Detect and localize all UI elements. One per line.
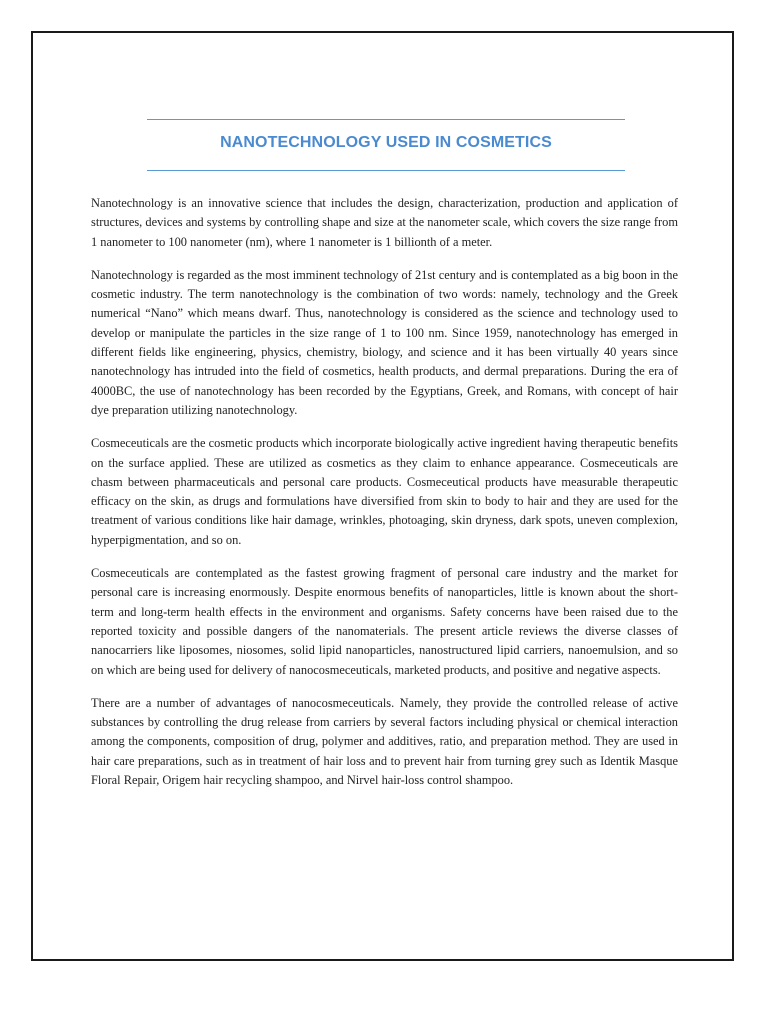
- paragraph-5: There are a number of advantages of nanocosmeceuticals. Namely, they provide the controlled release of active substances by controlling the drug release from carriers by several factors including physical or chemical interaction among the components, composition of drug, polymer and additives, ratio, and preparation method. They are used in hair care preparations, such as in treatment of hair loss and to prevent hair from turning grey such as Identik Masque Floral Repair, Origem hair recycling shampoo, and Nirvel hair-loss control shampoo.: [91, 695, 678, 788]
- title-bottom-rule: [147, 170, 625, 171]
- paragraph-4: Cosmeceuticals are contemplated as the fastest growing fragment of personal care industry and the market for personal care is increasing enormously. Despite enormous benefits of nanoparticles, little is known about the short-term and long-term health effects in the environment and organisms. Safety concerns have been raised due to the reported toxicity and possible dangers of the nanomaterials. The present article reviews the diverse classes of nanocarriers like liposomes, niosomes, solid lipid nanoparticles, nanostructured lipid carriers, nanoemulsion, and so on which are being used for delivery of nanocosmeceuticals, marketed products, and positive and negative aspects.: [91, 566, 678, 677]
- document-body: [91, 194, 678, 804]
- paragraph-2: Nanotechnology is regarded as the most imminent technology of 21st century and is contemplated as a big boon in the cosmetic industry. The term nanotechnology is the combination of two words: namely, technology and the Greek numerical “Nano” which means dwarf. Thus, nanotechnology is considered as the science and technology used to develop or manipulate the particles in the size range of 1 to 100 nm. Since 1959, nanotechnology has emerged in different fields like engineering, physics, chemistry, biology, and science and it has been virtually 40 years since nanotechnology has intruded into the field of cosmetics, health products, and dermal preparations. During the era of 4000BC, the use of nanotechnology has been recorded by the Egyptians, Greek, and Romans, with concept of hair dye preparation utilizing nanotechnology.: [91, 267, 678, 417]
- document-title: NANOTECHNOLOGY USED IN COSMETICS: [220, 134, 552, 151]
- document-page: [31, 31, 734, 961]
- paragraph-1: Nanotechnology is an innovative science that includes the design, characterization, production and application of structures, devices and systems by controlling shape and size at the nanometer scale, which covers the size range from 1 nanometer to 100 nanometer (nm), where 1 nanometer is 1 billionth of a meter.: [91, 196, 678, 249]
- title-top-rule: [147, 119, 625, 120]
- paragraph-3: Cosmeceuticals are the cosmetic products which incorporate biologically active ingredient having therapeutic benefits on the surface applied. These are utilized as cosmetics as they claim to enhance appearance. Cosmeceuticals are chasm between pharmaceuticals and personal care products. Cosmeceutical products have measurable therapeutic efficacy on the skin, as drugs and formulations have diversified from skin to body to hair and they are used for the treatment of various conditions like hair damage, wrinkles, photoaging, skin dryness, dark spots, uneven complexion, hyperpigmentation, and so on.: [91, 436, 678, 547]
